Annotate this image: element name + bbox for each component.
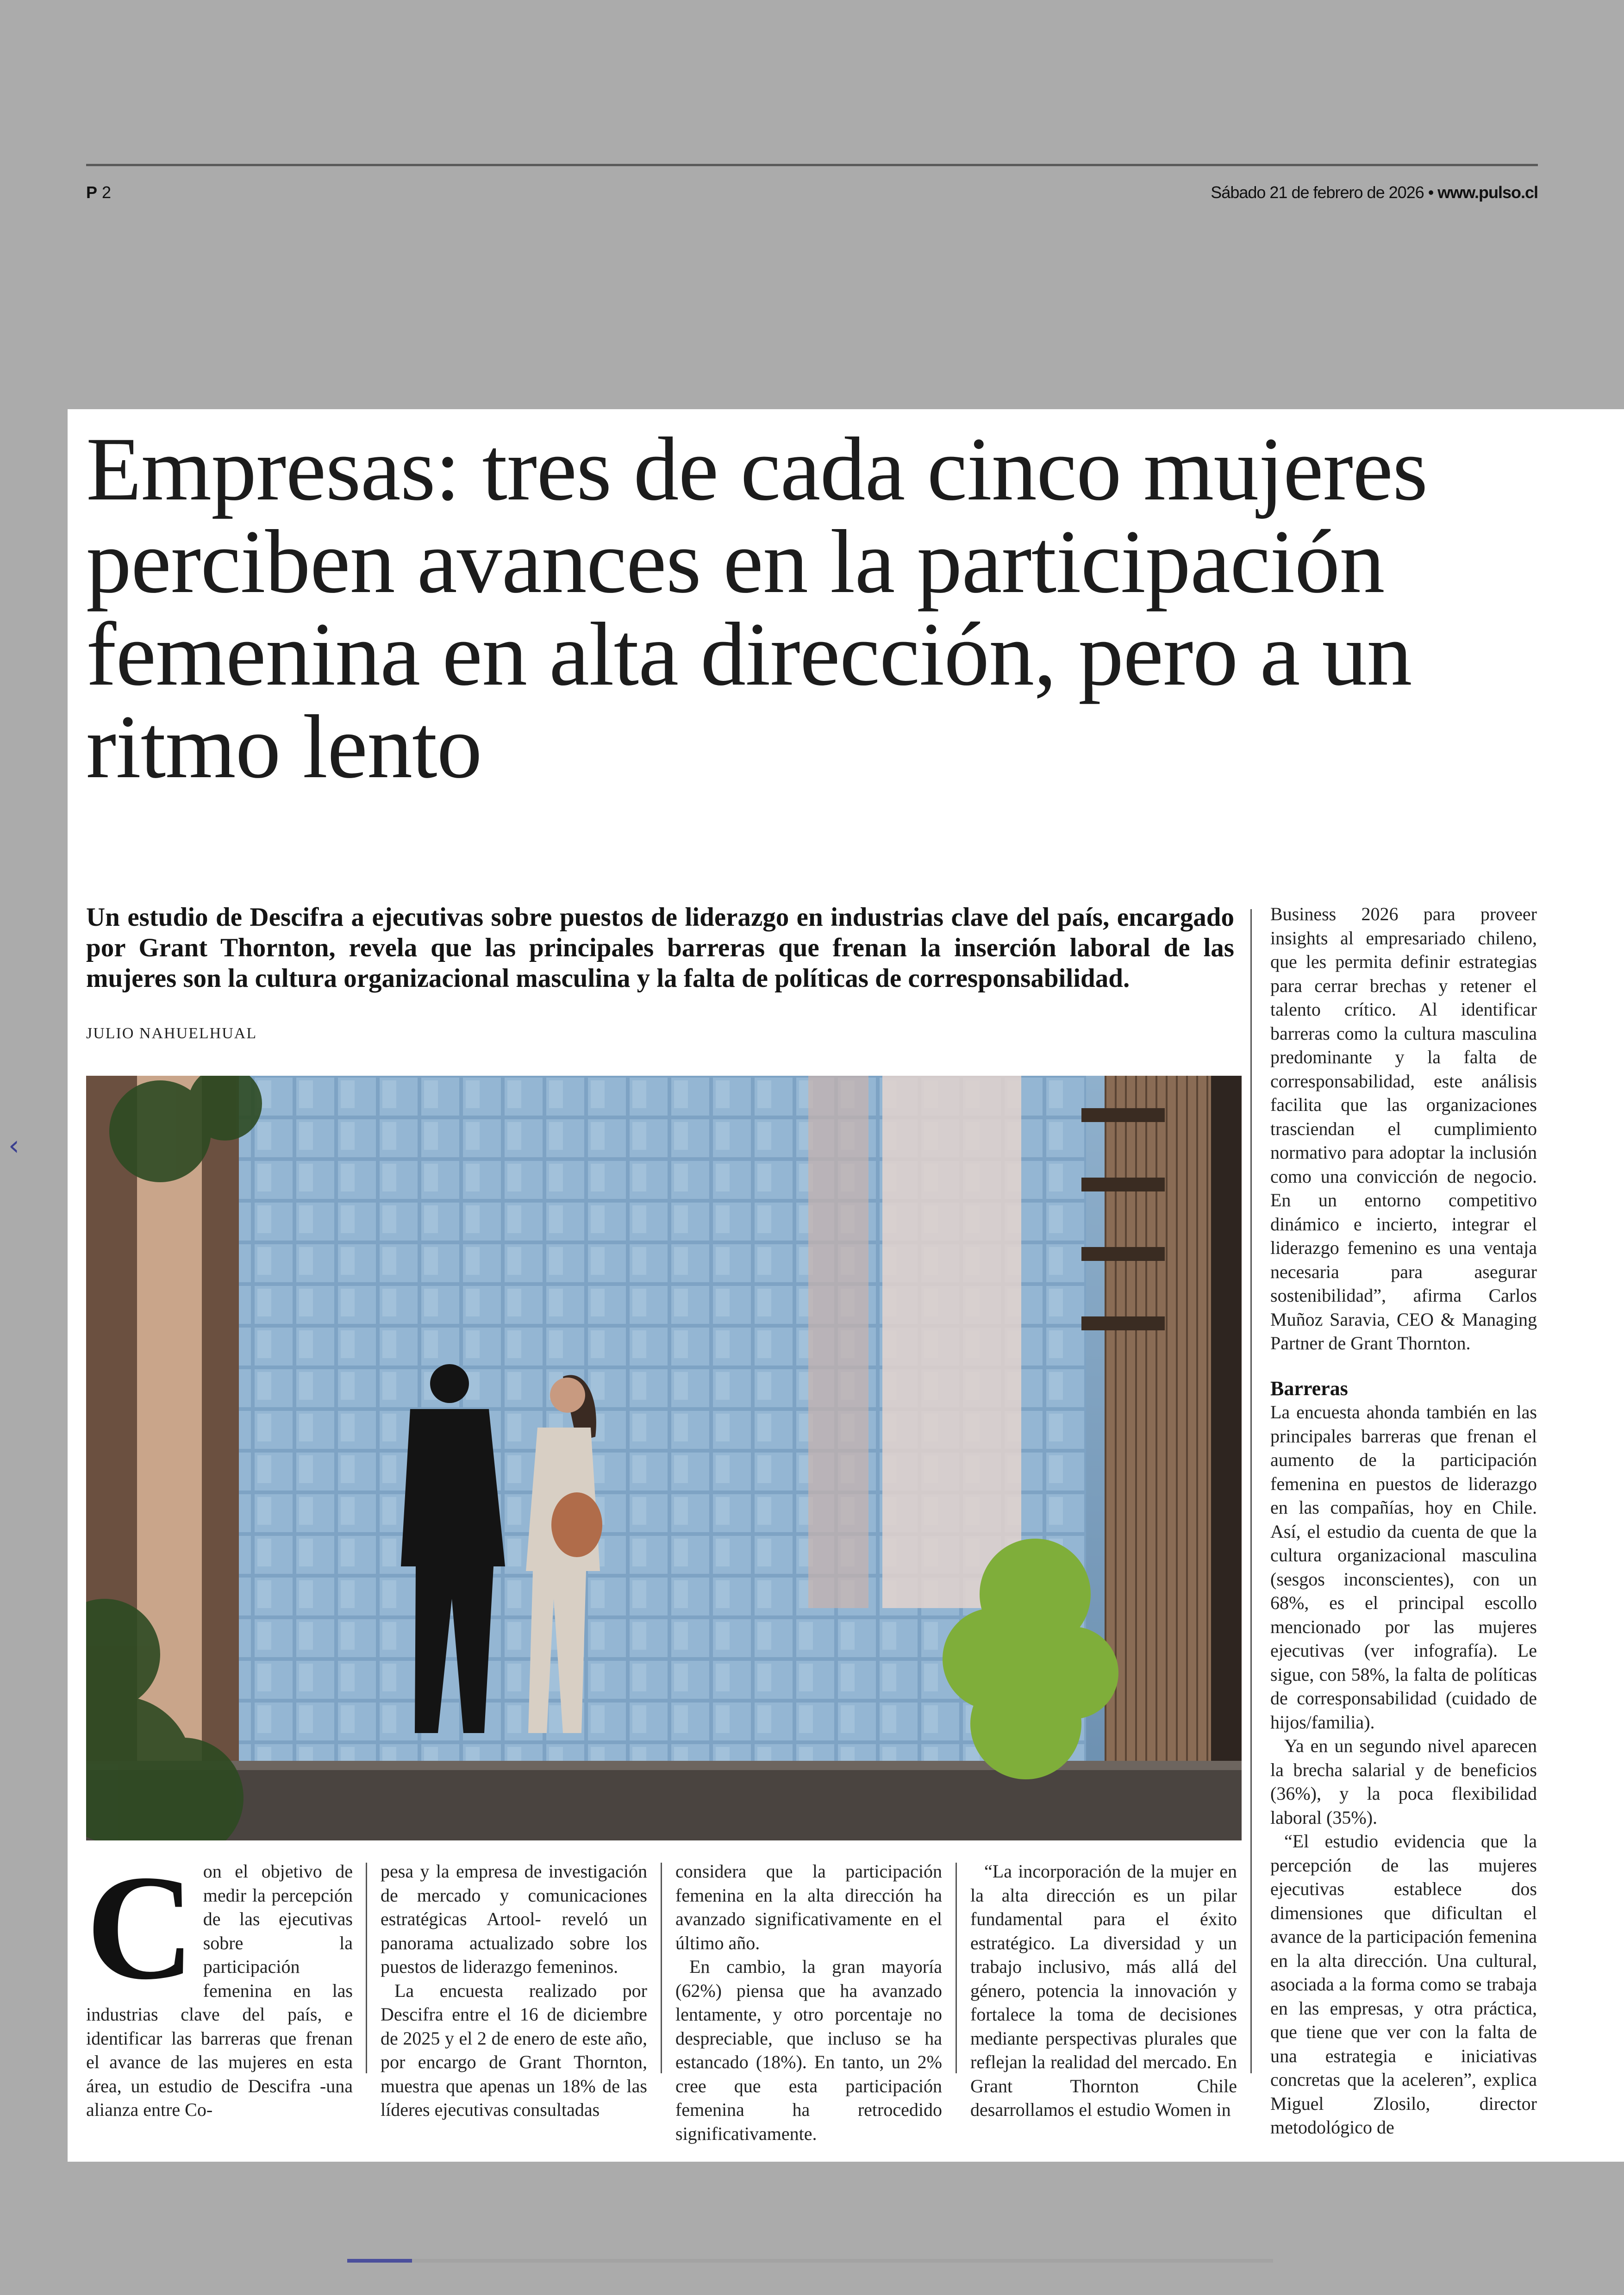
page-number — [86, 183, 111, 202]
photo-office-towers-couple — [86, 1076, 1242, 1840]
paragraph: Business 2026 para proveer insights al empresariado chileno, que les permita definir estrategias para cerrar brechas y retener el talento crítico. Al identificar barreras como la cultura masculina predominante y la falta de corresponsabilidad, este análisis facilita que las organizaciones trasciendan el cumplimiento normativo para adoptar la inclusión como una convicción de negocio. En un entorno competitivo dinámico e incierto, integrar el liderazgo femenino es una ventaja necesaria para asegurar sostenibilidad”, afirma Carlos Muñoz Saravia, CEO & Managing Partner de Grant Thornton. — [1270, 904, 1537, 1353]
paragraph: on el objetivo de medir la percepción de las ejecutivas sobre la participación femenina en las industrias clave del país, e identificar las barreras que frenan el avance de las mujeres en esta área, un estudio de Descifra -una alianza entre Co- — [86, 1861, 353, 2120]
article-column-2 — [381, 1859, 647, 2122]
paragraph: considera que la participación femenina en la alta dirección ha avanzado significativamente en el último año. — [675, 1861, 942, 1953]
paragraph: “La incorporación de la mujer en la alta dirección es un pilar fundamental para el éxito estratégico. La diversidad y un trabajo inclusivo, más allá del género, potencia la innovación y fortalece la toma de decisiones mediante perspectivas plurales que reflejan la realidad del mercado. En Grant Thornton Chile desarrollamos el estudio Women in — [970, 1861, 1237, 2120]
newspaper-page — [68, 409, 1624, 2162]
paragraph: La encuesta ahonda también en las principales barreras que frenan el aumento de la participación femenina en puestos de liderazgo en las compañías, hoy en Chile. Así, el estudio da cuenta de que la cultura organizacional masculina (sesgos inconscientes), con un 68%, es el principal escollo mencionado por las mujeres ejecutivas (ver infografía). Le sigue, con 58%, la falta de políticas de corresponsabilidad (cuidado de hijos/familia). — [1270, 1402, 1537, 1733]
section-subheading: Barreras — [1270, 1377, 1348, 1400]
reading-progress-track[interactable] — [347, 2259, 1273, 2263]
column-divider — [661, 1863, 662, 2073]
article-byline: JULIO NAHUELHUAL — [86, 1025, 257, 1042]
header-rule — [86, 164, 1538, 166]
article-column-4 — [970, 1859, 1237, 2122]
article-column-1 — [86, 1844, 353, 2122]
reading-progress-fill — [347, 2259, 412, 2263]
page-prefix: P — [86, 183, 98, 202]
article-lede: Un estudio de Descifra a ejecutivas sobre puestos de liderazgo en industrias clave del país, encargado por Grant Thornton, revela que las principales barreras que frenan la inserción laboral de las mujeres son la cultura organizacional masculina y la falta de políticas de corresponsabilidad. — [86, 903, 1234, 993]
article-column-3 — [675, 1859, 942, 2145]
column-divider — [956, 1863, 957, 2073]
article-headline: Empresas: tres de cada cinco mujeres perciben avances en la participación femenina en alta dirección, pero a un ritmo lento — [86, 419, 1428, 797]
drop-cap: C — [86, 1844, 195, 2011]
issue-date: Sábado 21 de febrero de 2026 • — [1211, 183, 1438, 202]
paragraph: En cambio, la gran mayoría (62%) piensa que ha avanzado lentamente, y otro porcentaje no despreciable, que incluso se ha estancado (18%). En tanto, un 2% cree que esta participación femenina ha retrocedido significativamente. — [675, 1956, 942, 2144]
previous-page-chevron-left-icon[interactable]: ‹ — [8, 1129, 19, 1162]
article-photo — [86, 1076, 1242, 1840]
paragraph: “El estudio evidencia que la percepción de las mujeres ejecutivas establece dos dimensiones que dificultan el avance de la participación femenina en la alta dirección. Una cultural, asociada a la forma como se trabaja en las empresas, y otra práctica, que tiene que ver con la falta de una estrategia e iniciativas concretas que la aceleren”, explica Miguel Zlosilo, director metodológico de — [1270, 1831, 1537, 2138]
column-divider — [1250, 909, 1252, 2073]
website-link[interactable]: www.pulso.cl — [1437, 183, 1538, 202]
paragraph: Ya en un segundo nivel aparecen la brecha salarial y de beneficios (36%), y la poca flexibilidad laboral (35%). — [1270, 1735, 1537, 1828]
column-divider — [366, 1863, 367, 2073]
paragraph: La encuesta realizado por Descifra entre el 16 de diciembre de 2025 y el 2 de enero de este año, por encargo de Grant Thornton, muestra que apenas un 18% de las líderes ejecutivas consultadas — [381, 1980, 647, 2120]
page-number-value: 2 — [102, 183, 112, 202]
article-column-5 — [1270, 902, 1537, 2139]
dateline — [1211, 183, 1538, 202]
paragraph: pesa y la empresa de investigación de mercado y comunicaciones estratégicas Artool- reveló un panorama actualizado sobre los puestos de liderazgo femeninos. — [381, 1861, 647, 1977]
